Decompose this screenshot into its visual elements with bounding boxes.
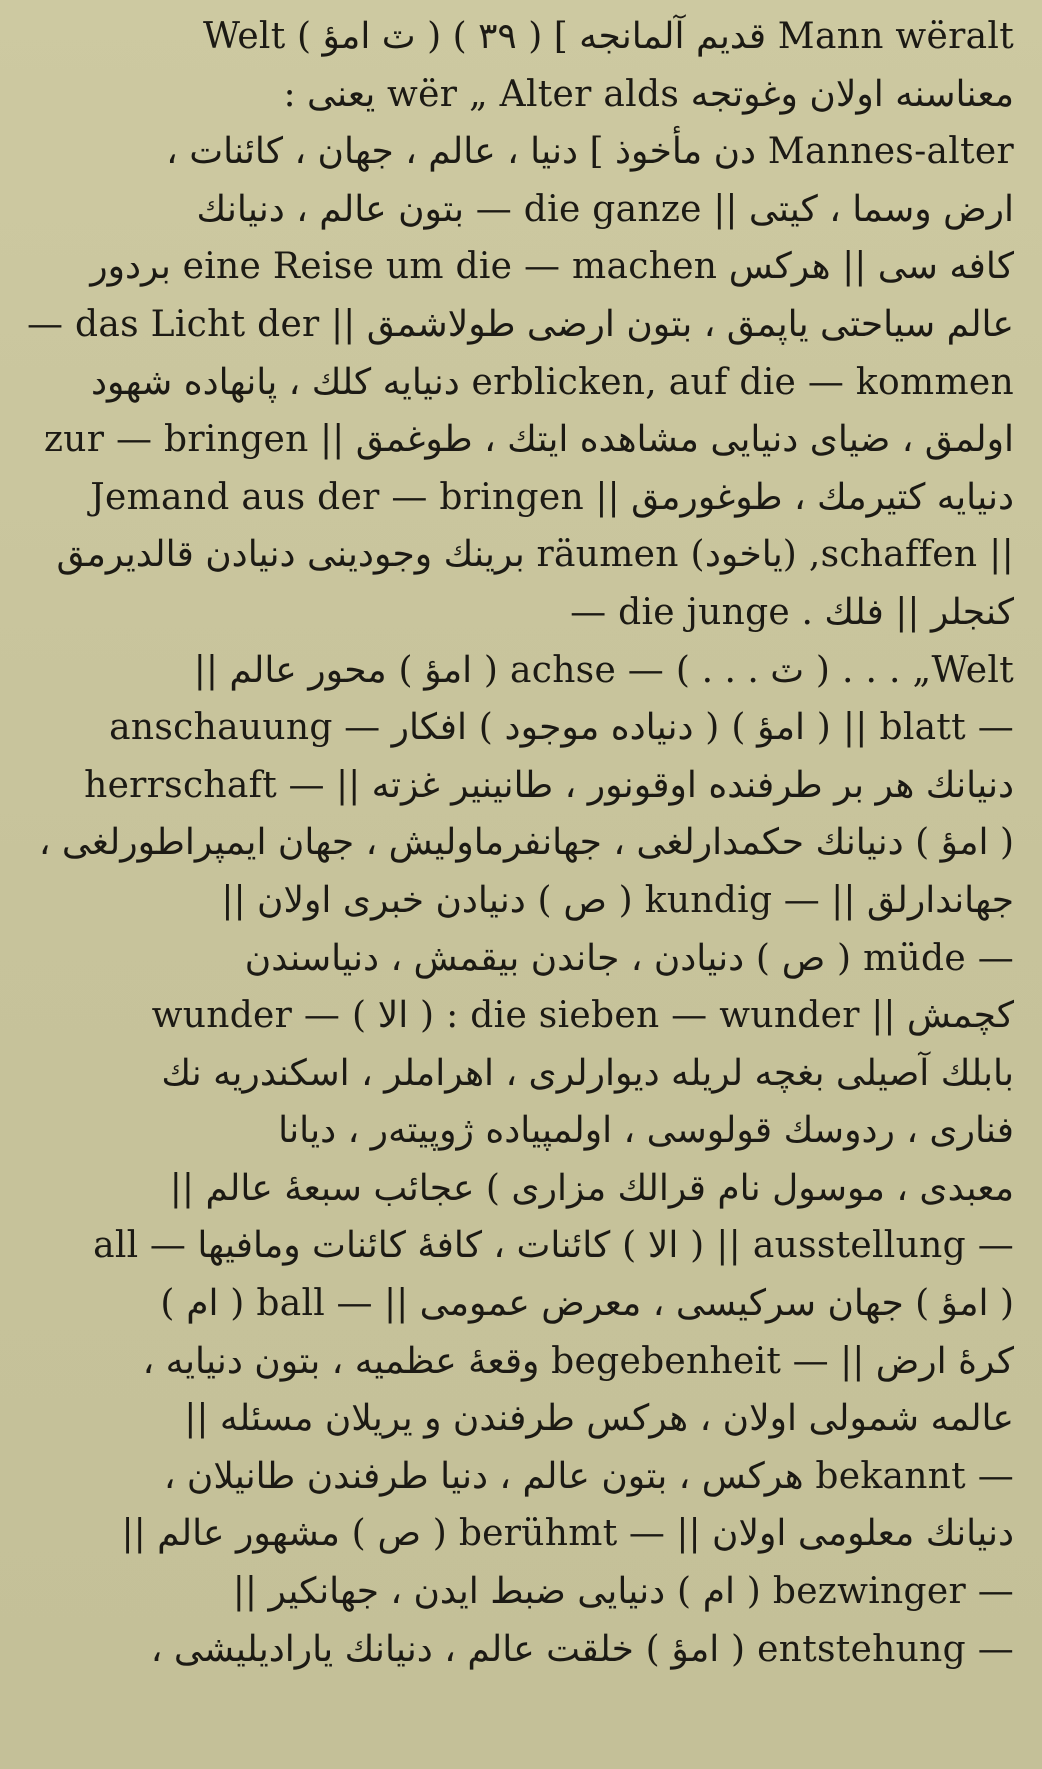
- text-line: — müde ( ص ) دنيادن ، جاندن بيقمش ، دنياسندن: [244, 937, 1014, 979]
- text-line: عالم سياحتى ياپمق ، بتون ارضى طولاشمق || das Licht der —: [26, 303, 1014, 345]
- text-line: Welt„ . . . ( ٽ . . . ) — achse ( امؤ ) محور عالم ||: [193, 649, 1014, 691]
- text-line: معبدى ، موسول نام قرالك مزارى ) عجائب سبعهٔ عالم ||: [169, 1167, 1014, 1209]
- text-line: — blatt || ( امؤ ) ( دنياده موجود ) افكار — anschauung: [109, 707, 1014, 749]
- text-line: كنجلر || فلك . die junge —: [570, 591, 1014, 633]
- text-line: ارض وسما ، كيتى || die ganze — بتون عالم ، دنيانك: [196, 188, 1014, 230]
- text-line: عالمه شمولى اولان ، هركس طرفندن و يريلان مسئله ||: [184, 1398, 1014, 1440]
- text-line: دنيانك معلومى اولان || — berühmt ( ص ) مشهور عالم ||: [121, 1513, 1014, 1555]
- text-line: معناسنه اولان وغوتجه wër „ Alter alds يعنى :: [283, 73, 1014, 115]
- text-line: اولمق ، ضياى دنيايى مشاهده ايتك ، طوغمق || zur — bringen: [43, 419, 1014, 461]
- text-line: كرهٔ ارض || — begebenheit وقعهٔ عظميه ، بتون دنيايه ،: [142, 1340, 1014, 1382]
- text-line: ( امؤ ) دنيانك حكمدارلغى ، جهانفرماوليش ، جهان ايمپراطورلغى ،: [38, 822, 1014, 864]
- text-line: دنيايه كتيرمك ، طوغورمق || Jemand aus der — bringen: [90, 476, 1014, 518]
- text-line: بابلك آصيلى بغچه لريله ديوارلرى ، اهراملر ، اسكندريه نك: [161, 1052, 1014, 1094]
- text-line: كافه سى || هركس eine Reise um die — machen بردور: [90, 246, 1014, 288]
- text-line: || schaffen, (ياخود) räumen برينك وجودينى دنيادن قالديرمق: [56, 534, 1014, 576]
- text-line: Mann wëralt قديم آلمانجه ] ( ٣٩ ) ( ٽ امؤ ) Welt: [202, 16, 1014, 57]
- text-line: كچمش || die sieben — wunder : ( الا ) — wunder: [151, 995, 1014, 1037]
- text-line: ( امؤ ) جهان سركيسى ، معرض عمومى || — ball ( ام ): [160, 1283, 1014, 1325]
- text-line: فنارى ، ردوسك قولوسى ، اولمپياده ژوپيتەر ، ديانا: [278, 1110, 1014, 1152]
- text-line: جهاندارلق || — kundig ( ص ) دنيادن خبرى اولان ||: [221, 879, 1014, 921]
- text-line: — entstehung ( امؤ ) خلقت عالم ، دنيانك ياراديليشى ،: [150, 1628, 1014, 1670]
- text-line: — bekannt هركس ، بتون عالم ، دنيا طرفندن طانيلان ،: [163, 1455, 1014, 1497]
- text-line: erblicken, auf die — kommen دنيايه كلك ، پانهاده شهود: [90, 361, 1014, 403]
- text-line: — bezwinger ( ام ) دنيايى ضبط ايدن ، جهانكير ||: [232, 1571, 1014, 1613]
- text-line: — ausstellung || ( الا ) كائنات ، كافهٔ كائنات ومافيها — all: [93, 1225, 1014, 1267]
- text-line: Mannes-alter دن مأخوذ ] دنيا ، عالم ، جهان ، كائنات ،: [166, 131, 1014, 173]
- text-line: دنيانك هر بر طرفنده اوقونور ، طانينير غزته || — herrschaft: [84, 764, 1014, 806]
